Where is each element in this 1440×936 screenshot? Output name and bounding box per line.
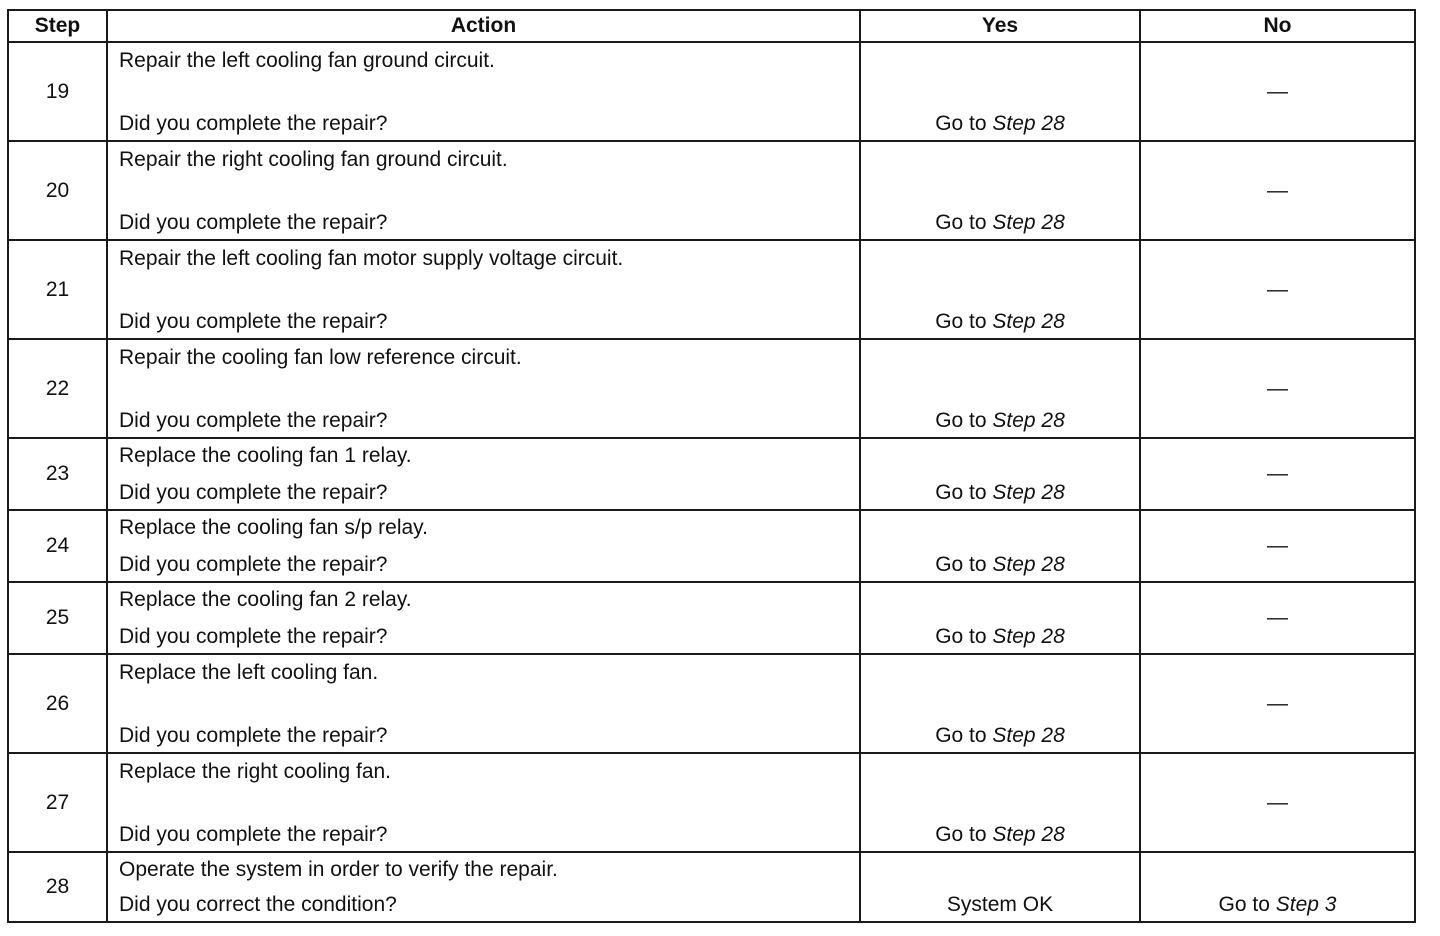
yes-step-link[interactable]: Step 28 — [992, 211, 1065, 234]
step-number: 20 — [8, 141, 107, 240]
step-number: 28 — [8, 852, 107, 922]
yes-cell — [860, 42, 1140, 141]
header-step: Step — [8, 10, 107, 42]
yes-cell — [860, 582, 1140, 654]
action-question: Did you complete the repair? — [119, 724, 388, 747]
yes-cell — [860, 654, 1140, 753]
table-row — [8, 852, 1415, 922]
yes-prefix: Go to — [935, 625, 993, 648]
action-instruction: Repair the right cooling fan ground circuit. — [119, 148, 508, 171]
yes-prefix: Go to — [935, 112, 993, 135]
step-number: 27 — [8, 753, 107, 852]
action-instruction: Repair the left cooling fan ground circuit. — [119, 49, 495, 72]
table-row — [8, 339, 1415, 438]
yes-prefix: Go to — [935, 310, 993, 333]
action-question: Did you complete the repair? — [119, 409, 388, 432]
action-cell — [107, 438, 860, 510]
no-dash: — — [1267, 606, 1288, 629]
no-dash: — — [1267, 277, 1288, 301]
no-cell — [1140, 240, 1415, 339]
no-dash: — — [1267, 178, 1288, 202]
yes-step-link[interactable]: Step 28 — [992, 409, 1065, 432]
action-cell — [107, 240, 860, 339]
yes-step-link[interactable]: Step 28 — [992, 112, 1065, 135]
yes-prefix: Go to — [935, 481, 993, 504]
yes-cell — [860, 438, 1140, 510]
yes-cell — [860, 510, 1140, 582]
action-cell — [107, 582, 860, 654]
no-cell — [1140, 654, 1415, 753]
step-number: 24 — [8, 510, 107, 582]
no-cell — [1140, 339, 1415, 438]
yes-cell — [860, 339, 1140, 438]
yes-prefix: Go to — [935, 409, 993, 432]
no-dash: — — [1267, 376, 1288, 400]
yes-prefix: Go to — [935, 823, 993, 846]
action-cell — [107, 654, 860, 753]
action-instruction: Replace the left cooling fan. — [119, 661, 379, 684]
no-dash: — — [1267, 79, 1288, 103]
step-number: 22 — [8, 339, 107, 438]
no-cell — [1140, 510, 1415, 582]
yes-prefix: Go to — [935, 724, 993, 747]
yes-step-link[interactable]: Step 28 — [992, 310, 1065, 333]
no-dash: — — [1267, 691, 1288, 715]
no-step-link[interactable]: Step 3 — [1275, 893, 1337, 916]
no-dash: — — [1267, 790, 1288, 814]
action-question: Did you complete the repair? — [119, 310, 388, 333]
yes-cell — [860, 240, 1140, 339]
action-question: Did you complete the repair? — [119, 112, 388, 135]
no-cell — [1140, 753, 1415, 852]
header-yes: Yes — [860, 10, 1140, 42]
action-instruction: Replace the cooling fan 1 relay. — [119, 444, 412, 467]
header-no: No — [1140, 10, 1415, 42]
no-dash: — — [1267, 534, 1288, 557]
step-number: 21 — [8, 240, 107, 339]
yes-step-link[interactable]: Step 28 — [992, 553, 1065, 576]
action-instruction: Repair the cooling fan low reference circuit. — [119, 346, 522, 369]
no-cell — [1140, 42, 1415, 141]
system-ok-text: System OK — [946, 893, 1054, 916]
table-row — [8, 438, 1415, 510]
action-cell — [107, 510, 860, 582]
yes-prefix: Go to — [935, 553, 993, 576]
action-question: Did you correct the condition? — [119, 893, 397, 916]
step-number: 26 — [8, 654, 107, 753]
no-cell — [1140, 141, 1415, 240]
header-action: Action — [107, 10, 860, 42]
action-cell — [107, 852, 860, 922]
action-question: Did you complete the repair? — [119, 211, 388, 234]
step-number: 25 — [8, 582, 107, 654]
yes-prefix: Go to — [935, 211, 993, 234]
header-row — [8, 10, 1415, 42]
action-instruction: Replace the cooling fan 2 relay. — [119, 588, 412, 611]
action-cell — [107, 42, 860, 141]
no-cell — [1140, 438, 1415, 510]
action-instruction: Operate the system in order to verify the repair. — [119, 858, 558, 881]
yes-step-link[interactable]: Step 28 — [992, 724, 1065, 747]
table-row — [8, 654, 1415, 753]
table-row — [8, 42, 1415, 141]
yes-step-link[interactable]: Step 28 — [992, 823, 1065, 846]
step-number: 19 — [8, 42, 107, 141]
action-question: Did you complete the repair? — [119, 625, 388, 648]
action-question: Did you complete the repair? — [119, 553, 388, 576]
action-question: Did you complete the repair? — [119, 823, 388, 846]
action-cell — [107, 339, 860, 438]
yes-step-link[interactable]: Step 28 — [992, 625, 1065, 648]
no-cell — [1140, 582, 1415, 654]
action-question: Did you complete the repair? — [119, 481, 388, 504]
action-instruction: Replace the right cooling fan. — [119, 760, 392, 783]
table-row — [8, 240, 1415, 339]
no-dash: — — [1267, 462, 1288, 485]
diagnostic-table — [7, 9, 1416, 923]
table-row — [8, 753, 1415, 852]
step-number: 23 — [8, 438, 107, 510]
no-prefix: Go to — [1218, 893, 1276, 916]
yes-cell — [860, 852, 1140, 922]
table-row — [8, 510, 1415, 582]
action-instruction: Repair the left cooling fan motor supply voltage circuit. — [119, 247, 624, 270]
yes-cell — [860, 753, 1140, 852]
table-row — [8, 582, 1415, 654]
table-row — [8, 141, 1415, 240]
action-cell — [107, 141, 860, 240]
yes-step-link[interactable]: Step 28 — [992, 481, 1065, 504]
action-cell — [107, 753, 860, 852]
yes-cell — [860, 141, 1140, 240]
no-cell — [1140, 852, 1415, 922]
action-instruction: Replace the cooling fan s/p relay. — [119, 516, 428, 539]
